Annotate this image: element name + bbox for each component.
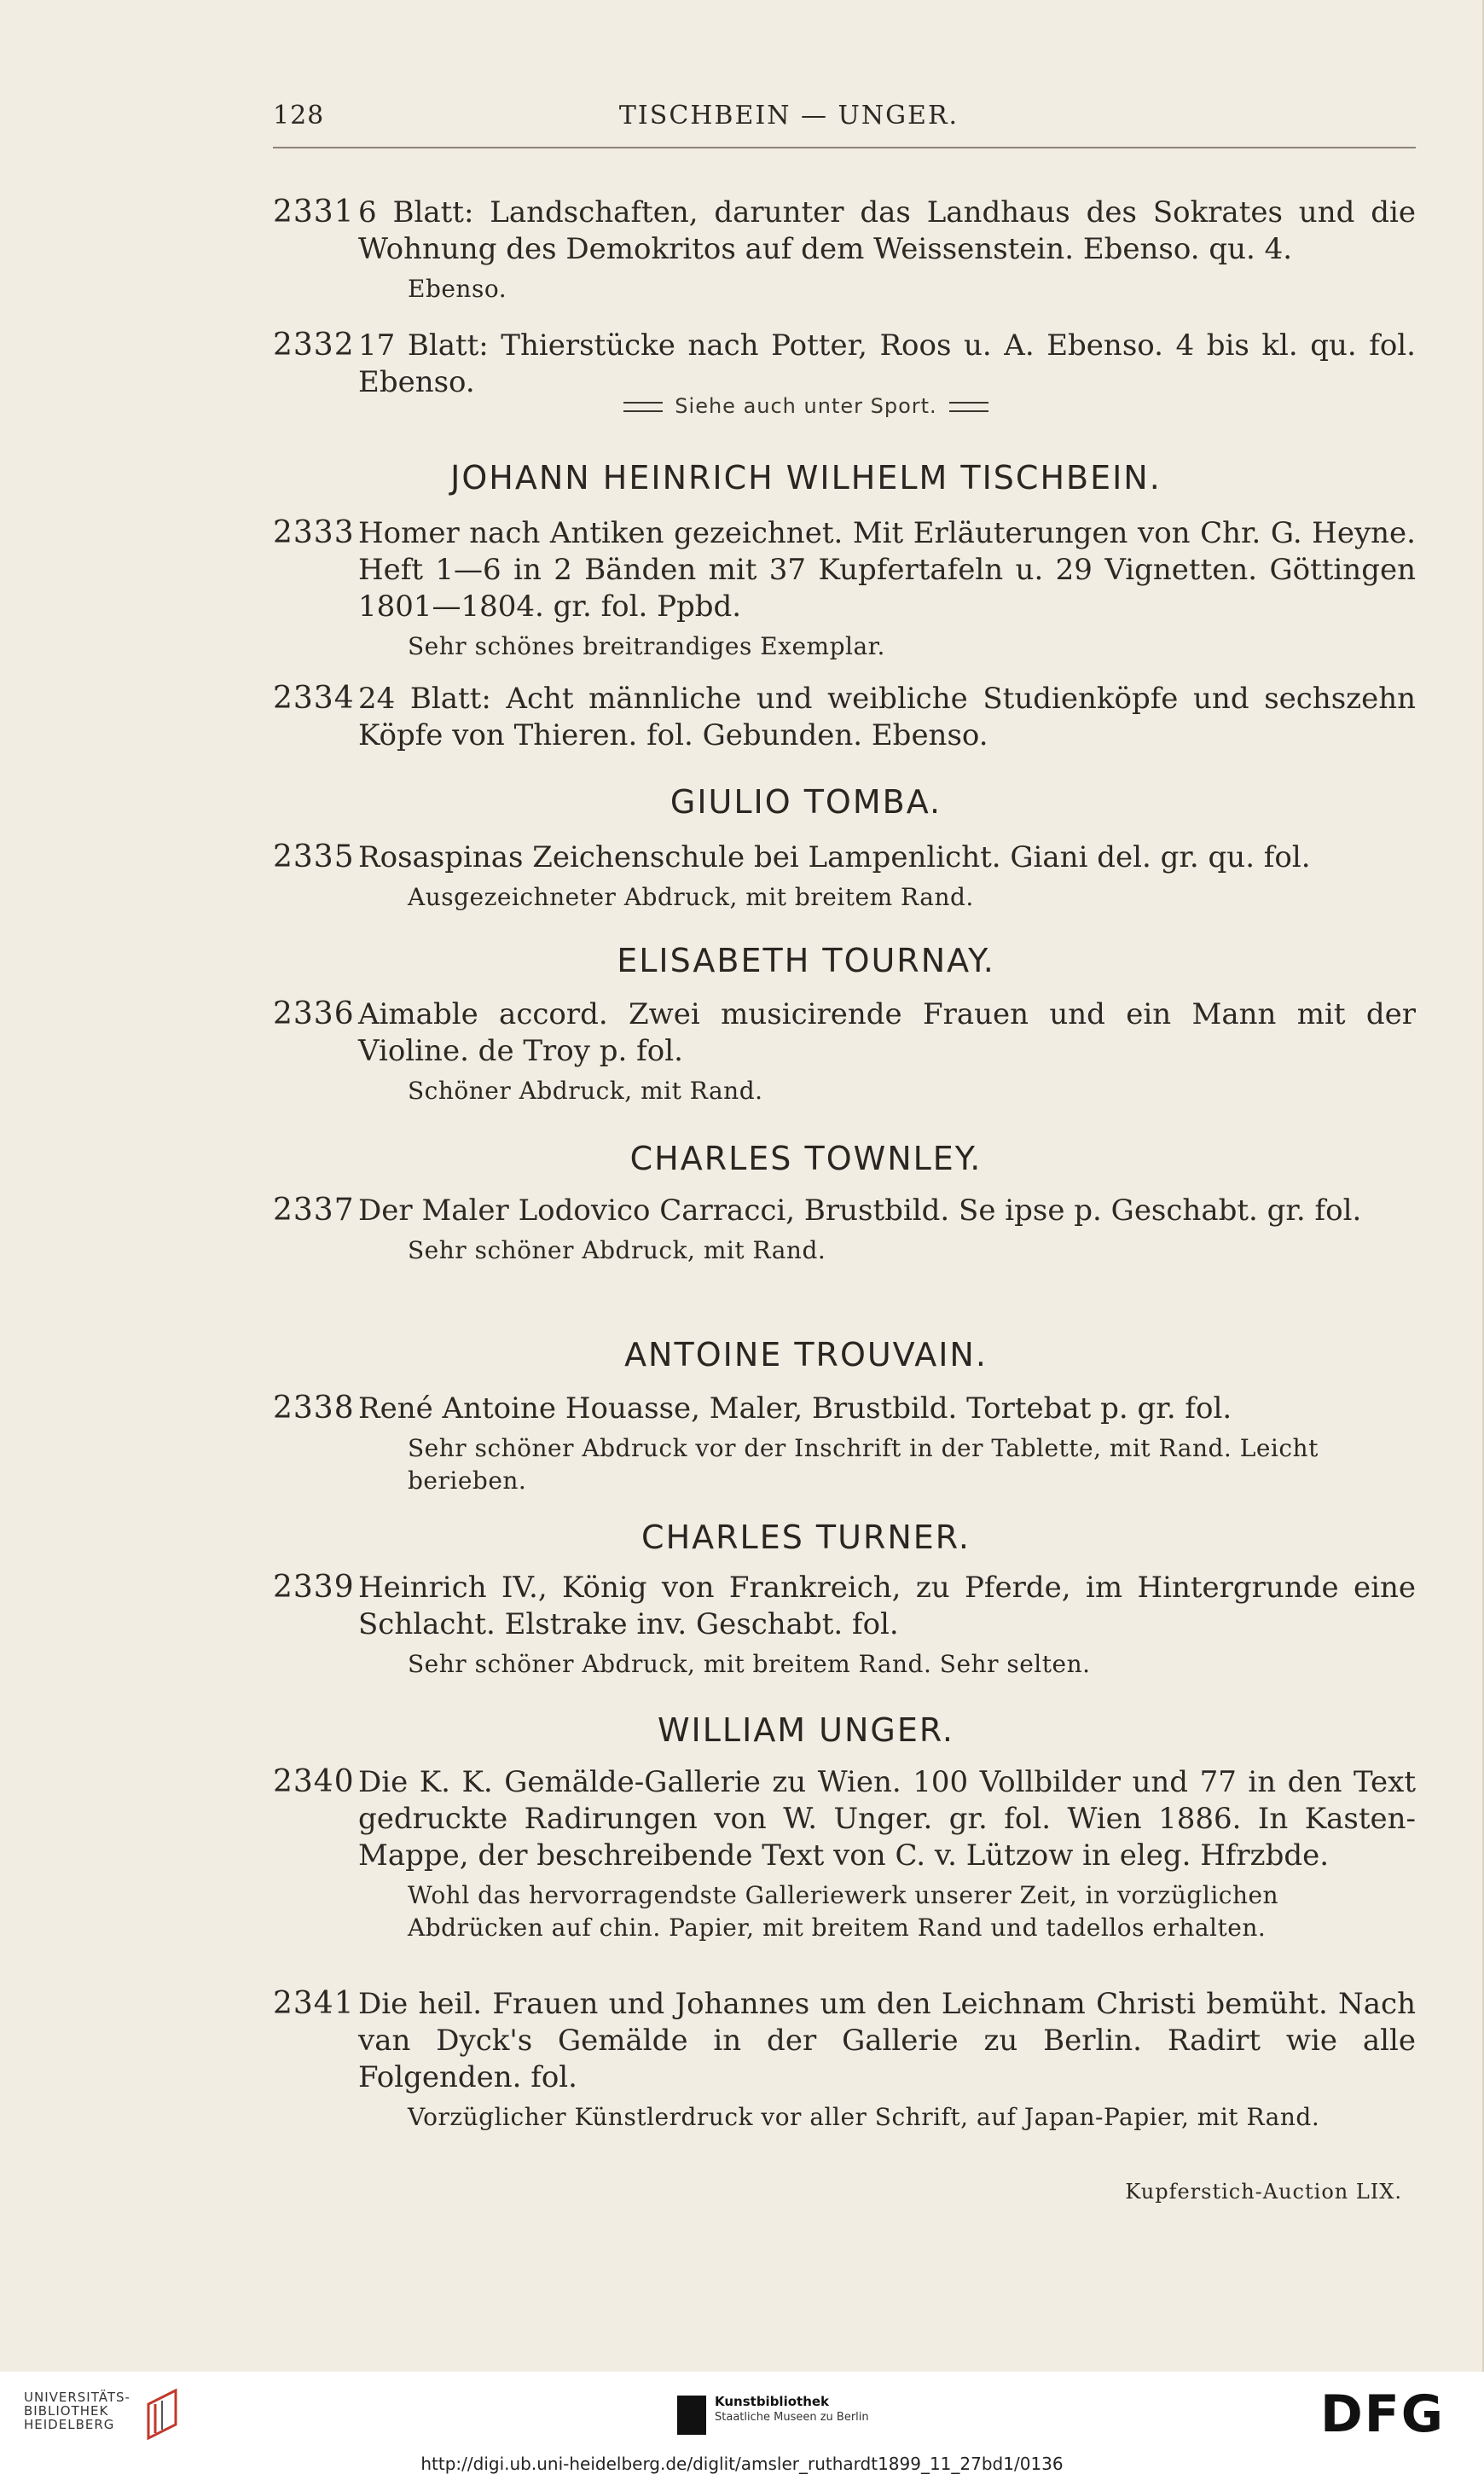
entry-number: 2332 — [273, 328, 355, 363]
entry-number: 2335 — [273, 839, 355, 874]
entry-note: Sehr schöner Abdruck, mit breitem Rand. Sehr selten. — [408, 1650, 1091, 1678]
header-rule — [273, 147, 1416, 148]
entry-note: Ausgezeichneter Abdruck, mit breitem Rand. — [408, 883, 974, 911]
running-head: TISCHBEIN — UNGER. — [618, 101, 959, 131]
entry-text: Die heil. Frauen und Johannes um den Leichnam Christi bemüht. Nach van Dyck's Gemälde in der Gallerie zu Berlin. Radirt wie alle Folgenden. fol. — [358, 1987, 1416, 2094]
entry-note: Wohl das hervorragendste Galleriewerk unserer Zeit, in vorzüglichen Abdrücken auf chin. Papier, mit breitem Rand und tadellos erhalten. — [408, 1881, 1279, 1942]
university-logo-icon — [136, 2385, 184, 2445]
entry-text: 6 Blatt: Landschaften, darunter das Landhaus des Sokrates und die Wohnung des Demokritos auf dem Weissenstein. Ebenso. qu. 4. — [358, 195, 1416, 266]
university-name — [24, 2390, 130, 2431]
artist-heading: ELISABETH TOURNAY. — [617, 942, 995, 979]
catalogue-entry — [273, 328, 1416, 401]
entry-number: 2341 — [273, 1986, 355, 2021]
catalogue-entry — [273, 515, 1416, 663]
entry-number: 2331 — [273, 195, 355, 229]
see-also-note — [0, 394, 1484, 418]
catalogue-entry — [273, 1391, 1416, 1497]
entry-number: 2336 — [273, 996, 355, 1031]
page-number: 128 — [273, 101, 325, 131]
entry-number: 2333 — [273, 515, 355, 550]
see-also-text: Siehe auch unter Sport. — [675, 394, 937, 418]
entry-note: Ebenso. — [408, 275, 507, 303]
entry-number: 2337 — [273, 1193, 355, 1228]
double-rule — [623, 402, 663, 412]
artist-heading: CHARLES TOWNLEY. — [629, 1140, 983, 1177]
artist-heading: JOHANN HEINRICH WILHELM TISCHBEIN. — [450, 459, 1162, 497]
entry-note: Sehr schöner Abdruck vor der Inschrift in der Tablette, mit Rand. Leicht berieben. — [408, 1434, 1319, 1495]
double-rule — [949, 402, 988, 412]
kunstbibliothek-logo-icon — [677, 2396, 706, 2435]
entry-text: Heinrich IV., König von Frankreich, zu Pferde, im Hintergrunde eine Schlacht. Elstrake inv. Geschabt. fol. — [358, 1571, 1416, 1641]
entry-number: 2334 — [273, 681, 355, 716]
university-line: BIBLIOTHEK — [24, 2403, 109, 2419]
artist-heading: ANTOINE TROUVAIN. — [624, 1336, 988, 1374]
source-url[interactable]: http://digi.ub.uni-heidelberg.de/diglit/amsler_ruthardt1899_11_27bd1/0136 — [420, 2454, 1064, 2474]
entry-text: René Antoine Houasse, Maler, Brustbild. Tortebat p. gr. fol. — [358, 1391, 1232, 1426]
entry-text: Der Maler Lodovico Carracci, Brustbild. Se ipse p. Geschabt. gr. fol. — [358, 1194, 1362, 1228]
university-line: UNIVERSITÄTS- — [24, 2390, 130, 2405]
entry-number: 2340 — [273, 1764, 355, 1799]
university-line: HEIDELBERG — [24, 2417, 115, 2432]
catalogue-entry — [273, 996, 1416, 1107]
entry-text: Homer nach Antiken gezeichnet. Mit Erläuterungen von Chr. G. Heyne. Heft 1—6 in 2 Bänden mit 37 Kupfertafeln u. 29 Vignetten. Göttingen 1801—1804. gr. fol. Ppbd. — [358, 516, 1416, 624]
entry-text: Aimable accord. Zwei musicirende Frauen und ein Mann mit der Violine. de Troy p. fol. — [358, 997, 1416, 1068]
catalogue-entry — [273, 1986, 1416, 2134]
catalogue-entry — [273, 1570, 1416, 1681]
entry-number: 2338 — [273, 1391, 355, 1426]
entry-note: Vorzüglicher Künstlerdruck vor aller Schrift, auf Japan-Papier, mit Rand. — [408, 2103, 1320, 2131]
entry-note: Sehr schönes breitrandiges Exemplar. — [408, 632, 885, 660]
catalogue-entry — [273, 839, 1416, 914]
library-name: Kunstbibliothek — [715, 2394, 830, 2409]
artist-heading: CHARLES TURNER. — [641, 1519, 971, 1556]
library-subtitle: Staatliche Museen zu Berlin — [715, 2411, 869, 2424]
entry-number: 2339 — [273, 1570, 355, 1605]
dfg-logo-text: DFG — [1320, 2387, 1446, 2438]
entry-text: Rosaspinas Zeichenschule bei Lampenlicht. Giani del. gr. qu. fol. — [358, 840, 1311, 874]
catalogue-entry — [273, 681, 1416, 754]
entry-text: 17 Blatt: Thierstücke nach Potter, Roos u. A. Ebenso. 4 bis kl. qu. fol. Ebenso. — [358, 328, 1416, 399]
artist-heading: WILLIAM UNGER. — [657, 1711, 954, 1749]
catalogue-signature: Kupferstich-Auction LIX. — [1125, 2180, 1402, 2204]
catalogue-entry — [273, 1193, 1416, 1267]
catalogue-entry — [273, 1764, 1416, 1944]
dfg-logo-icon — [1320, 2387, 1465, 2438]
entry-text: 24 Blatt: Acht männliche und weibliche Studienköpfe und sechszehn Köpfe von Thieren. fol. Gebunden. Ebenso. — [358, 682, 1416, 752]
artist-heading: GIULIO TOMBA. — [670, 783, 942, 821]
entry-text: Die K. K. Gemälde-Gallerie zu Wien. 100 Vollbilder und 77 in den Text gedruckte Radirungen von W. Unger. gr. fol. Wien 1886. In Kasten-Mappe, der beschreibende Text von C. v. Lützow in eleg. Hfrzbde. — [358, 1765, 1416, 1873]
catalogue-entry — [273, 195, 1416, 305]
entry-note: Sehr schöner Abdruck, mit Rand. — [408, 1236, 826, 1264]
footer-bar — [0, 2372, 1484, 2480]
entry-note: Schöner Abdruck, mit Rand. — [408, 1077, 763, 1105]
